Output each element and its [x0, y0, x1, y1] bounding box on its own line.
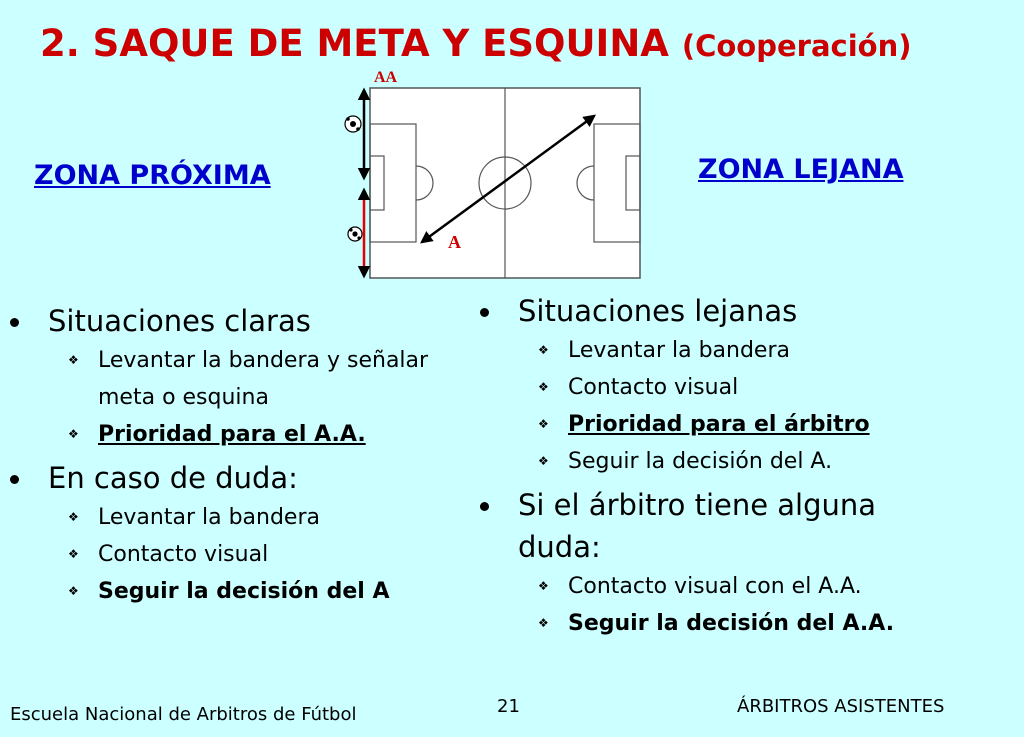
list-item: ❖ Levantar la bandera y señalar meta o esquina	[68, 348, 429, 410]
list-item: ❖ Prioridad para el árbitro	[538, 412, 870, 437]
zone-near-label: ZONA PRÓXIMA	[34, 160, 271, 191]
list-item: ❖ Prioridad para el A.A.	[68, 422, 366, 447]
zone-far-label: ZONA LEJANA	[698, 154, 904, 185]
list-item: ❖ Contacto visual	[538, 375, 739, 400]
right-column	[480, 290, 1000, 642]
list-item: ❖ Seguir la decisión del A	[68, 579, 390, 604]
list-item: ❖ Contacto visual	[68, 542, 269, 567]
label-a: A	[448, 232, 461, 252]
page-number: 21	[497, 696, 520, 717]
list-item: ❖ Contacto visual con el A.A.	[538, 574, 862, 599]
title-main: 2. SAQUE DE META Y ESQUINA	[40, 22, 669, 65]
bullet-referee-doubt: Si el árbitro tiene alguna duda:	[480, 484, 958, 568]
title-sub: (Cooperación)	[681, 29, 912, 63]
bullet-far-situations: Situaciones lejanas	[480, 290, 1000, 332]
footer-section: ÁRBITROS ASISTENTES	[737, 696, 945, 717]
ball-icon	[348, 227, 362, 241]
list-item: ❖ Seguir la decisión del A.A.	[538, 611, 895, 636]
list-item: ❖ Levantar la bandera	[68, 505, 320, 530]
ball-icon	[345, 116, 361, 132]
label-aa: AA	[374, 69, 398, 86]
bullet-in-doubt: En caso de duda:	[10, 457, 480, 499]
footer-school: Escuela Nacional de Arbitros de Fútbol	[10, 704, 357, 725]
left-column	[10, 300, 480, 610]
list-item: ❖ Levantar la bandera	[538, 338, 790, 363]
soccer-field-diagram	[338, 66, 648, 288]
bullet-clear-situations: Situaciones claras	[10, 300, 480, 342]
slide-title	[40, 22, 911, 65]
list-item: ❖ Seguir la decisión del A.	[538, 449, 833, 474]
